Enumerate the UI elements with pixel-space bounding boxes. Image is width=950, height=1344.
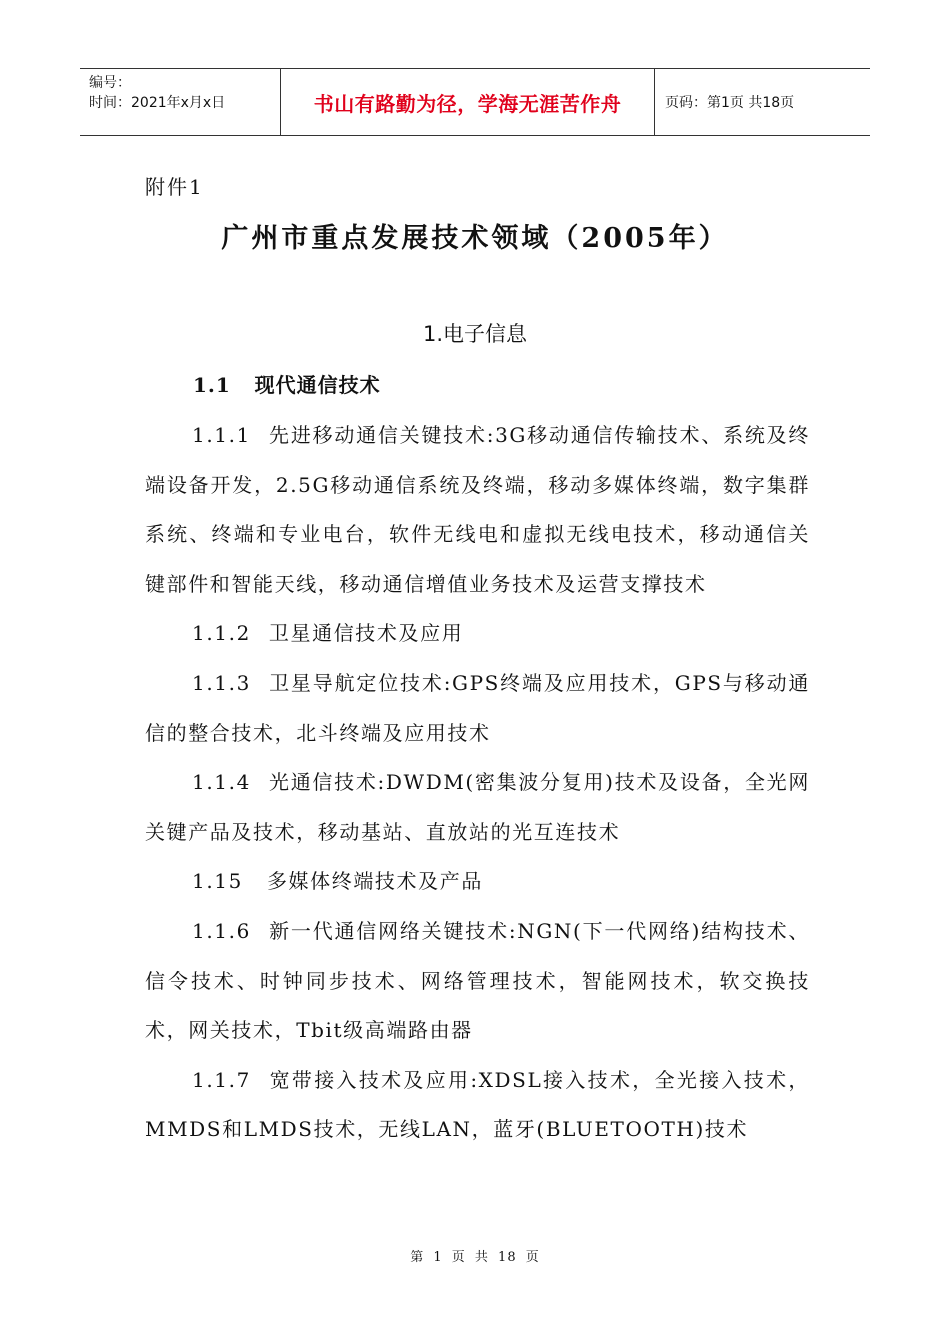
header-table <box>80 68 870 136</box>
document-body <box>145 411 810 1155</box>
item-text: 宽带接入技术及应用:XDSL接入技术，全光接入技术，MMDS和LMDS技术，无线LAN，蓝牙(BLUETOOTH)技术 <box>145 1067 810 1142</box>
date-line: 时间：2021年x月x日 <box>89 95 226 111</box>
section-heading: 1.电子信息 <box>422 322 528 346</box>
item-number: 1.1.3 <box>192 670 251 695</box>
paragraph <box>145 907 810 1056</box>
code-label: 编号： <box>89 75 131 91</box>
paragraph <box>145 1056 810 1155</box>
header-page-info: 页码：第1页 共18页 <box>665 95 795 111</box>
item-text: 新一代通信网络关键技术:NGN(下一代网络)结构技术、信令技术、时钟同步技术、网络管理技术，智能网技术，软交换技术，网关技术，Tbit级高端路由器 <box>145 918 810 1043</box>
page-footer: 第 1 页 共 18 页 <box>410 1250 540 1265</box>
item-number: 1.1.4 <box>192 770 251 795</box>
paragraph <box>145 411 810 609</box>
item-text: 卫星导航定位技术:GPS终端及应用技术，GPS与移动通信的整合技术，北斗终端及应用技术 <box>145 670 810 745</box>
paragraph <box>145 609 810 659</box>
attachment-label: 附件1 <box>145 175 204 199</box>
paragraph <box>145 659 810 758</box>
item-number: 1.1.6 <box>192 918 251 943</box>
item-text: 多媒体终端技术及产品 <box>266 869 483 894</box>
header-meta-cell <box>80 69 281 135</box>
header-motto: 书山有路勤为径，学海无涯苦作舟 <box>281 69 655 135</box>
item-number: 1.1.2 <box>192 621 251 646</box>
item-number: 1.1.1 <box>192 423 251 447</box>
item-text: 先进移动通信关键技术:3G移动通信传输技术、系统及终端设备开发，2.5G移动通信系统及终端，移动多媒体终端，数字集群系统、终端和专业电台，软件无线电和虚拟无线电技术，移动通信关键部件和智能天线，移动通信增值业务技术及运营支撑技术 <box>145 423 810 596</box>
item-text: 卫星通信技术及应用 <box>268 621 464 646</box>
paragraph <box>145 758 810 857</box>
paragraph <box>145 857 810 907</box>
subsection-heading: 1.1 现代通信技术 <box>193 373 381 397</box>
item-number: 1.15 <box>192 869 243 894</box>
document-title: 广州市重点发展技术领域（2005年） <box>221 223 729 254</box>
item-number: 1.1.7 <box>192 1067 251 1092</box>
item-text: 光通信技术:DWDM(密集波分复用)技术及设备，全光网关键产品及技术，移动基站、直放站的光互连技术 <box>145 770 810 844</box>
